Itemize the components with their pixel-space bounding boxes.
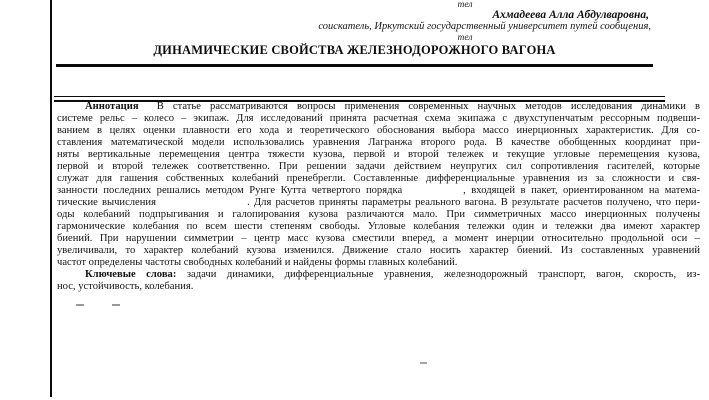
scan-artifact-dash <box>112 304 120 306</box>
abstract-block <box>57 101 700 293</box>
tel-line-bottom: тел <box>457 33 473 43</box>
author-affiliation: соискатель, Иркутский государственный университет путей сообщения, <box>318 21 651 32</box>
keywords-label: Ключевые слова: <box>85 269 177 280</box>
keywords-line <box>57 269 700 281</box>
abstract-line: биений. При нарушении симметрии – центр масс кузова сместили вперед, а момент инерции относительно продольной оси – <box>57 233 700 244</box>
abstract-line: ванием в целях оценки плавности его хода и теоретического обоснования выбора массо инерционных характеристик. Для со- <box>57 125 700 136</box>
title-rule <box>56 64 653 67</box>
abstract-line: служат для гашения собственных колебаний пренебрегли. Составленные дифференциальные уравнения из за сложности и свя- <box>57 173 700 184</box>
abstract-line: первой и второй тележек соответственно. При решении задачи действием неупругих сил сопротивления гасителей, которые <box>57 161 700 172</box>
left-margin-rule <box>50 0 52 397</box>
abstract-line: системе рельс – колесо – экипаж. Для исследований принята расчетная схема экипажа с двухступенчатым рессорным подвеши- <box>57 113 700 124</box>
abstract-line: няты вертикальные перемещения центра тяжести кузова, первой и второй тележек и текущие угловые перемещения кузова, <box>57 149 700 160</box>
abstract-line <box>57 101 700 113</box>
abstract-line: частот определены частоты свободных колебаний и найдены формы главных колебаний. <box>57 257 458 268</box>
abstract-line: тические вычисления . Для расчетов приняты параметры реального вагона. В результате расчетов получено, что пери- <box>57 197 700 208</box>
abstract-line: оды колебаний подпрыгивания и галопирования кузова различаются мало. При симметричных массо инерционных получены <box>57 209 700 220</box>
abstract-line: занности последних решались методом Рунге Кутта четвертого порядка , входящей в пакет, ориентированном на матема- <box>57 185 700 196</box>
abstract-line: ставления математической модели использовались уравнения Лагранжа второго рода. В качестве обобщенных координат при- <box>57 137 700 148</box>
abstract-line: гармонические колебания по всем шести степеням свободы. Угловые колебания тележки один и тележки два имеют характер <box>57 221 700 232</box>
author-name: Ахмадеева Алла Абдулваровна, <box>492 9 649 21</box>
abstract-line-text: В статье рассматриваются вопросы применения современных научных методов исследования динамики в <box>138 101 700 112</box>
keywords-text: задачи динамики, дифференциальные уравнения, железнодорожный транспорт, вагон, скорость, из- <box>176 269 700 280</box>
paper-title: ДИНАМИЧЕСКИЕ СВОЙСТВА ЖЕЛЕЗНОДОРОЖНОГО ВАГОНА <box>153 43 556 57</box>
keywords-line: нос, устойчивость, колебания. <box>57 281 194 292</box>
abstract-label: Аннотация <box>85 101 139 112</box>
tel-line-top: тел <box>457 0 473 10</box>
scan-artifact-dash <box>76 304 84 306</box>
scan-artifact-dash <box>420 362 427 364</box>
abstract-line: увеличивали, то характер колебаний кузова изменился. Движение стало носить характер биений. Из составленных уравнений <box>57 245 700 256</box>
